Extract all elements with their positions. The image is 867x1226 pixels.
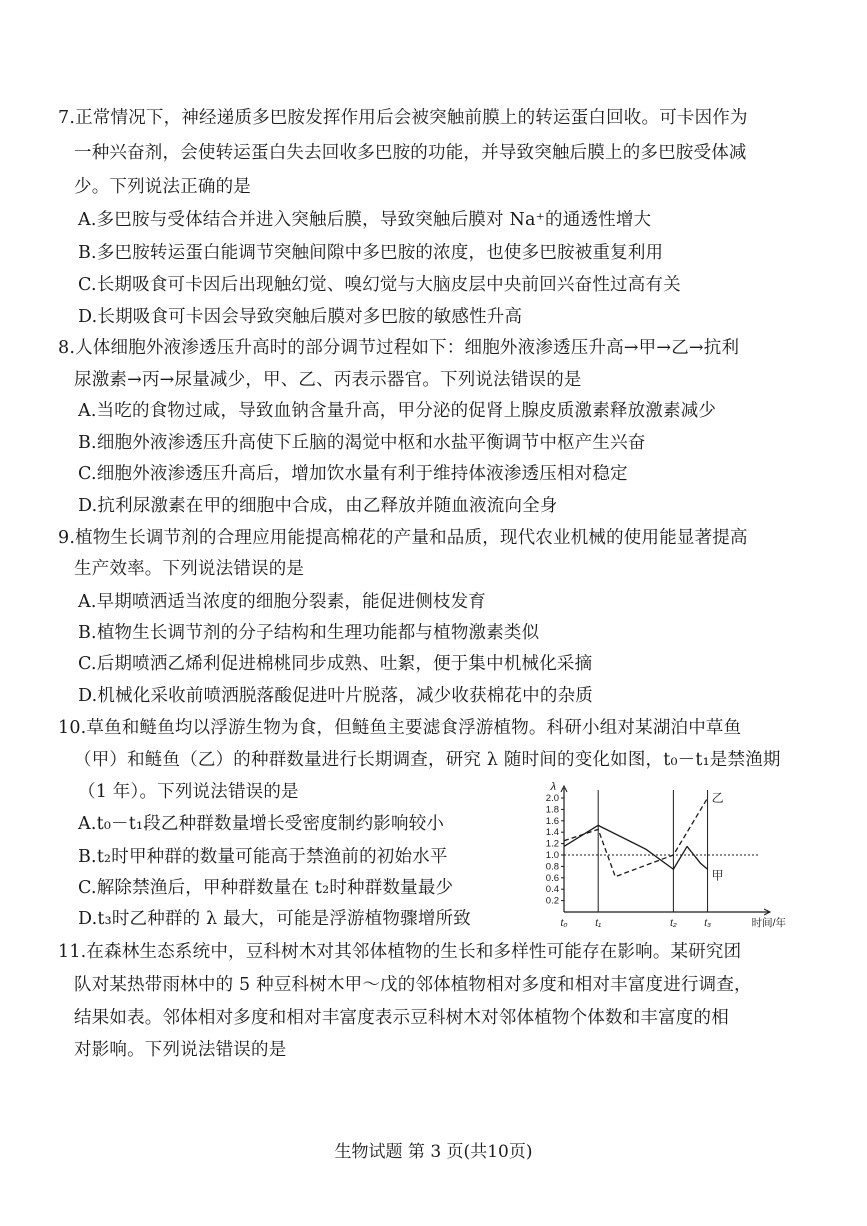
x-tick-label: t₁ bbox=[595, 918, 602, 929]
y-tick-label: 1.2 bbox=[545, 838, 559, 850]
chart-series-labels bbox=[712, 791, 724, 882]
q10-option-c: C.解除禁渔后，甲种群数量在 t₂时种群数量最少 bbox=[78, 878, 454, 898]
q7-stem-line-1: 7.正常情况下，神经递质多巴胺发挥作用后会被突触前膜上的转运蛋白回收。可卡因作为 bbox=[58, 108, 748, 128]
q10-stem-line-3: （1 年）。下列说法错误的是 bbox=[78, 782, 299, 802]
q7-option-b: B.多巴胺转运蛋白能调节突触间隙中多巴胺的浓度，也使多巴胺被重复利用 bbox=[78, 243, 664, 263]
q9-stem-line-2: 生产效率。下列说法错误的是 bbox=[74, 559, 305, 579]
series-line-0 bbox=[564, 798, 708, 877]
q9-option-c: C.后期喷洒乙烯利促进棉桃同步成熟、吐絮，便于集中机械化采摘 bbox=[78, 654, 593, 674]
q8-stem-line-1: 8.人体细胞外液渗透压升高时的部分调节过程如下：细胞外液渗透压升高→甲→乙→抗利 bbox=[58, 338, 740, 358]
y-tick-label: 1.4 bbox=[545, 827, 559, 839]
page-footer: 生物试题 第 3 页(共10页) bbox=[334, 1142, 533, 1162]
y-tick-label: 0.2 bbox=[545, 895, 559, 907]
chart-axes-and-guides bbox=[561, 786, 770, 915]
x-tick-label: t₃ bbox=[704, 918, 711, 929]
q10-stem-line-1: 10.草鱼和鲢鱼均以浮游生物为食，但鲢鱼主要滤食浮游植物。科研小组对某湖泊中草鱼 bbox=[58, 718, 742, 738]
q10-stem-line-2: （甲）和鲢鱼（乙）的种群数量进行长期调查，研究 λ 随时间的变化如图，t₀－t₁是禁渔期 bbox=[74, 750, 781, 770]
y-tick-label: 1.8 bbox=[545, 804, 559, 816]
q8-option-b: B.细胞外液渗透压升高使下丘脑的渴觉中枢和水盐平衡调节中枢产生兴奋 bbox=[78, 433, 646, 453]
series-label-0: 乙 bbox=[711, 791, 724, 805]
y-axis-label: λ bbox=[550, 781, 556, 793]
q9-stem-line-1: 9.植物生长调节剂的合理应用能提高棉花的产量和品质，现代农业机械的使用能显著提高 bbox=[58, 528, 748, 548]
q8-option-a: A.当吃的食物过咸，导致血钠含量升高，甲分泌的促肾上腺皮质激素释放激素减少 bbox=[78, 401, 717, 421]
q7-option-c: C.长期吸食可卡因后出现触幻觉、嗅幻觉与大脑皮层中央前回兴奋性过高有关 bbox=[78, 275, 681, 295]
chart-series-lines bbox=[564, 798, 708, 877]
q11-stem-line-1: 11.在森林生态系统中，豆科树木对其邻体植物的生长和多样性可能存在影响。某研究团 bbox=[58, 942, 742, 962]
q8-option-d: D.抗利尿激素在甲的细胞中合成，由乙释放并随血液流向全身 bbox=[78, 496, 558, 516]
q7-stem-line-3: 少。下列说法正确的是 bbox=[74, 177, 251, 197]
q11-stem-line-2: 队对某热带雨林中的 5 种豆科树木甲～戊的邻体植物相对多度和相对丰富度进行调查， bbox=[74, 975, 752, 995]
q9-option-b: B.植物生长调节剂的分子结构和生理功能都与植物激素类似 bbox=[78, 623, 540, 643]
y-tick-label: 0.8 bbox=[545, 861, 559, 873]
x-axis-label: 时间/年 bbox=[751, 917, 786, 929]
q8-stem-line-2: 尿激素→丙→尿量减少，甲、乙、丙表示器官。下列说法错误的是 bbox=[74, 370, 582, 390]
series-line-1 bbox=[564, 825, 708, 869]
y-tick-label: 0.4 bbox=[545, 884, 559, 896]
x-tick-label: t₀ bbox=[560, 918, 568, 929]
q9-option-a: A.早期喷洒适当浓度的细胞分裂素，能促进侧枝发育 bbox=[78, 592, 486, 612]
q11-stem-line-4: 对影响。下列说法错误的是 bbox=[74, 1040, 287, 1060]
q10-option-b: B.t₂时甲种群的数量可能高于禁渔前的初始水平 bbox=[78, 847, 448, 867]
x-tick-label: t₂ bbox=[670, 918, 677, 929]
q7-option-d: D.长期吸食可卡因会导致突触后膜对多巴胺的敏感性升高 bbox=[78, 307, 523, 327]
y-tick-label: 0.6 bbox=[545, 872, 559, 884]
q11-stem-line-3: 结果如表。邻体相对多度和相对丰富度表示豆科树木对邻体植物个体数和丰富度的相 bbox=[74, 1008, 729, 1028]
q10-option-a: A.t₀－t₁段乙种群数量增长受密度制约影响较小 bbox=[78, 814, 445, 834]
q9-option-d: D.机械化采收前喷洒脱落酸促进叶片脱落，减少收获棉花中的杂质 bbox=[78, 686, 593, 706]
q10-option-d: D.t₃时乙种群的 λ 最大，可能是浮游植物骤增所致 bbox=[78, 909, 471, 929]
q8-option-c: C.细胞外液渗透压升高后，增加饮水量有利于维持体液渗透压相对稳定 bbox=[78, 464, 628, 484]
series-label-1: 甲 bbox=[711, 868, 724, 883]
y-tick-label: 2.0 bbox=[545, 793, 559, 804]
lambda-line-chart bbox=[530, 778, 790, 936]
y-tick-label: 1.6 bbox=[545, 815, 559, 827]
q7-stem-line-2: 一种兴奋剂，会使转运蛋白失去回收多巴胺的功能，并导致突触后膜上的多巴胺受体减 bbox=[74, 143, 747, 163]
q7-option-a: A.多巴胺与受体结合并进入突触后膜，导致突触后膜对 Na⁺的通透性增大 bbox=[78, 210, 652, 230]
y-tick-label: 1.0 bbox=[545, 850, 559, 861]
